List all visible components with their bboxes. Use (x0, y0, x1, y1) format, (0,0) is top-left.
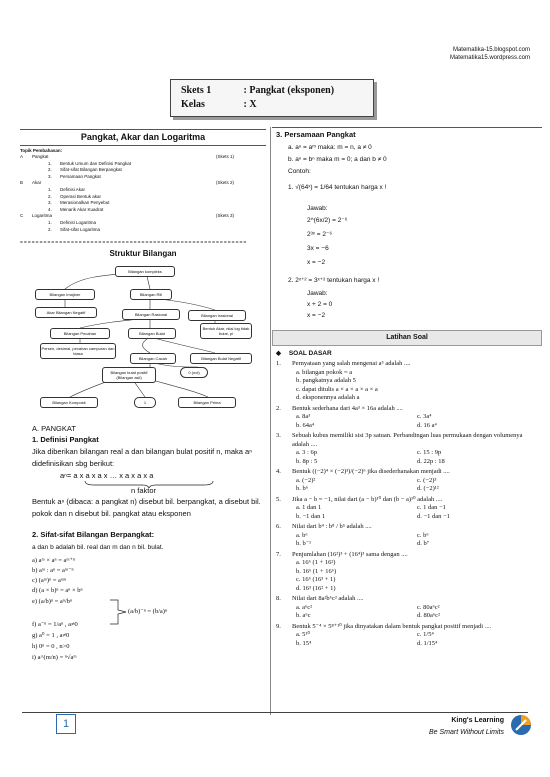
question-head (276, 496, 538, 505)
blog-url-2: Matematika15.wordpress.com (449, 55, 530, 61)
question-number: 2. (276, 404, 281, 412)
topik-row (20, 220, 266, 227)
sifat-item: i) a^(m/n) = ⁿ√aᵐ (32, 654, 77, 661)
sketsa-label: Skets 1 (181, 85, 212, 96)
example-2-steps (307, 300, 332, 322)
answer-option[interactable]: d. 22p : 18 (417, 457, 445, 465)
question-number: 8. (276, 595, 281, 602)
sifat-item: c) (aᵐ)ⁿ = aᵐⁿ (32, 577, 67, 584)
answer-option[interactable]: a. a⁶c² (296, 603, 313, 611)
topik-row (20, 167, 266, 174)
sifat-intro: a dan b adalah bil. real dan m dan n bil. bulat. (32, 544, 164, 551)
node-bulat: Bilangan Bulat (128, 328, 176, 339)
definisi-formula: aⁿ= a x a x a x … x a x a x a (60, 471, 154, 480)
topik-name: Sifat-sifat Bilangan Berpangkat (60, 167, 122, 173)
jawab-step: 3x = −6 (307, 245, 329, 252)
node-akar-negatif: Akar Bilangan Negatif (35, 307, 97, 318)
question-head (276, 523, 538, 532)
question-item (276, 523, 538, 549)
answer-option[interactable]: d. b⁷ (417, 540, 430, 547)
answer-option[interactable]: d. 16 a⁴ (417, 421, 437, 429)
sifat-item: h) 0ⁿ = 0 , n>0 (32, 643, 70, 650)
jawab-step: x = −2 (307, 312, 326, 319)
topik-name: Logaritma (32, 213, 53, 219)
topik-row (20, 161, 266, 168)
question-number: 4. (276, 468, 281, 475)
question-options (276, 369, 538, 403)
question-head (276, 468, 538, 477)
answer-option[interactable]: d. 1/15⁴ (417, 639, 438, 647)
question-options (276, 449, 538, 466)
answer-option[interactable]: c. 80a⁶c² (417, 603, 440, 611)
question-head (276, 623, 538, 632)
question-number: 5. (276, 495, 281, 503)
sifat-heading: 2. Sifat-sifat Bilangan Berpangkat: (32, 530, 155, 539)
topik-row (20, 200, 266, 207)
sifat-item: d) (a × b)ⁿ = aⁿ × bⁿ (32, 587, 83, 594)
node-asli: Bilangan bulat positif (Bilangan asli) (102, 367, 156, 383)
node-pecahan: Bilangan Pecahan (50, 328, 110, 339)
answer-option[interactable]: d. eksponennya adalah a (296, 394, 360, 401)
answer-option[interactable]: d. 16³ (16² + 1) (296, 584, 336, 592)
topik-row (20, 154, 266, 161)
question-item (276, 360, 538, 403)
contoh-label: Contoh: (288, 168, 311, 175)
question-options (276, 413, 538, 430)
answer-option[interactable]: b. 64a⁴ (296, 421, 315, 429)
answer-option[interactable]: c. 1/5⁴ (417, 631, 434, 638)
soal-dasar-label: SOAL DASAR (288, 350, 332, 357)
rule-right-top (272, 127, 542, 128)
definisi-text: Jika diberikan bilangan real a dan bilangan bulat positif n, maka aⁿ didefinisikan sbg berikut: (32, 447, 252, 468)
topik-num: 2. (48, 226, 52, 232)
topik-row (20, 187, 266, 194)
question-item (276, 405, 538, 431)
page-number: 1 (56, 714, 76, 734)
question-options (276, 559, 538, 593)
definisi-heading: 1. Definisi Pangkat (32, 435, 99, 444)
answer-option[interactable]: a. b⁶ (296, 531, 308, 539)
left-title: Pangkat, Akar dan Logaritma (80, 132, 206, 142)
sifat-item: b) aᵐ : aⁿ = aᵐ⁻ⁿ (32, 567, 74, 574)
topik-letter: C (20, 213, 24, 219)
footer-tagline: Be Smart Without Limits (428, 729, 504, 736)
topik-name: Persamaan Pangkat (60, 173, 101, 179)
section-a-heading: A. PANGKAT (32, 424, 76, 433)
dashed-separator: ========================================================== (20, 240, 248, 246)
node-riil: Bilangan Riil (130, 289, 172, 300)
struktur-title: Struktur Bilangan (109, 249, 177, 258)
topik-row (20, 194, 266, 201)
persamaan-heading: 3. Persamaan Pangkat (276, 130, 356, 139)
node-cacah: Bilangan Cacah (130, 353, 176, 364)
topik-letter: B (20, 180, 24, 186)
answer-option[interactable]: a. 5¹⁰ (296, 631, 310, 638)
node-nol: 0 (nol) (180, 367, 208, 378)
sifat-item: a) aᵐ × aⁿ = aᵐ⁺ⁿ (32, 557, 76, 564)
answer-option[interactable]: b. pangkatnya adalah 5 (296, 377, 356, 384)
topik-name: Operasi Bentuk akar (60, 193, 102, 199)
question-text: Bentuk ((−2)⁴ × (−2)³)/(−2)⁶ jika disederhanakan menjadi .... (292, 468, 450, 475)
topik-row (20, 174, 266, 181)
answer-option[interactable]: b. b⁶ (296, 485, 309, 492)
answer-option[interactable]: a. 1 dan 1 (296, 504, 322, 511)
node-rasional: Bilangan Rasional (122, 309, 180, 320)
topik-num: 3. (48, 173, 52, 179)
sifat-item: f) a⁻ⁿ = 1/aⁿ , a≠0 (32, 621, 78, 628)
topik-skets: (Skets 1) (216, 154, 235, 159)
bullet-diamond-icon: ◆ (276, 350, 281, 357)
node-komposit: Bilangan Komposit (40, 397, 98, 408)
question-options (276, 604, 538, 621)
topik-row (20, 180, 266, 187)
sifat-e-extra: (a/b)⁻ⁿ = (b/a)ⁿ (128, 608, 167, 615)
question-head (276, 405, 538, 414)
answer-option[interactable]: c. dapat ditulis a × a × a × a × a (296, 385, 378, 393)
answer-option[interactable]: a. 3 : 6p (296, 449, 317, 456)
footer-line (22, 712, 528, 713)
kelas-label: Kelas (181, 99, 205, 110)
answer-option[interactable]: d. −1 dan −1 (417, 512, 450, 520)
rule-top (20, 129, 266, 130)
topik-row (20, 213, 266, 220)
answer-option[interactable]: c. 15 : 9p (417, 449, 442, 456)
topik-row (20, 207, 266, 214)
question-number: 9. (276, 622, 281, 630)
answer-option[interactable]: a. 8a³ (296, 413, 311, 420)
title-box (170, 79, 374, 117)
answer-option[interactable]: b. 15⁴ (296, 639, 312, 647)
question-text: Penjumlahan (16²)³ + (16⁴)³ sama dengan .... (292, 550, 408, 558)
topik-num: 1. (48, 219, 52, 225)
latihan-soal-banner: Latihan Soal (272, 330, 542, 346)
topik-row (20, 227, 266, 234)
question-item (276, 551, 538, 594)
blog-url-1: Matematika-15.blogspot.com (452, 47, 530, 53)
topik-skets: (Skets 3) (216, 213, 235, 219)
question-text: Pernyataan yang salah mengenai a⁵ adalah .... (292, 360, 411, 367)
answer-option[interactable]: a. (−2)² (296, 476, 316, 484)
answer-option[interactable]: c. (−2)³ (417, 476, 437, 484)
jawab-step: 2^(6x/2) = 2⁻⁶ (307, 217, 348, 224)
question-item (276, 432, 538, 466)
jawab-step: x = −2 (307, 259, 326, 266)
node-irasional: Bilangan Irasional (188, 310, 246, 321)
topik-letter: A (20, 154, 24, 159)
topik-name: Sifat-sifat Logaritma (60, 226, 101, 232)
question-text: Jika a − b = −1, nilai dari (a − b)¹⁰ dan (b − a)¹⁰ adalah .... (292, 495, 443, 503)
question-text: Bentuk sederhana dari 4a³ × 16a adalah .... (292, 404, 403, 412)
question-item (276, 468, 538, 494)
question-head (276, 595, 538, 604)
question-text: Bentuk 5⁻⁴ × 5⁸⁺¹⁰ jika dinyatakan dalam bentuk pangkat positif menjadi .... (292, 622, 492, 630)
node-bulat-negatif: Bilangan Bulat Negatif (190, 353, 252, 364)
question-number: 1. (276, 360, 281, 367)
rule-under-title (20, 145, 266, 146)
topik-num: 2. (48, 193, 52, 199)
answer-option[interactable]: b. b⁻¹ (296, 540, 312, 547)
sifat-item: g) a⁰ = 1 , a≠0 (32, 632, 70, 639)
topik-name: Definisi Logaritma (60, 219, 97, 225)
question-list (276, 360, 538, 710)
answer-option[interactable]: b. a⁶c (296, 612, 311, 619)
example-1-jawab: Jawab: (307, 205, 328, 212)
topik-name: Pangkat (32, 154, 49, 159)
topik-skets: (Skets 2) (216, 180, 235, 186)
node-imajiner: Bilangan Imajiner (35, 289, 95, 300)
node-prima: Bilangan Prima (178, 397, 236, 408)
question-item (276, 595, 538, 621)
question-text: Nilai dari 8a²b⁶c² adalah .... (292, 595, 364, 602)
question-options (276, 532, 538, 549)
sketsa-value: : Pangkat (eksponen) (243, 85, 335, 96)
topik-name: Menarik Akar Kuadrat (60, 206, 104, 212)
definisi-faktor: n faktor (131, 486, 157, 495)
definisi-text2: Bentuk aⁿ (dibaca: a pangkat n) disebut bil. berpangkat, a disebut bil. pokok dan n disebut bil. pangkat atau eksponen (32, 497, 261, 518)
question-options (276, 504, 538, 521)
answer-option[interactable]: c. b⁶ (417, 531, 429, 539)
question-head (276, 551, 538, 560)
answer-option[interactable]: a. bilangan pokok = a (296, 368, 353, 376)
example-1-question: 1. √(64ˣ) = 1/64 tentukan harga x ! (288, 184, 387, 191)
footer-brand: King's Learning (451, 717, 504, 724)
topik-num: 1. (48, 160, 52, 166)
question-number: 6. (276, 523, 281, 530)
answer-option[interactable]: c. 16⁶ (16³ + 1) (296, 576, 336, 583)
topik-name: Definisi Akar (60, 186, 86, 192)
node-pecahan-note: Persen, desimal, pecahan campuran dan biasa (40, 343, 116, 359)
topik-num: 4. (48, 206, 52, 212)
topik-heading: Topik Pembahasan: (20, 148, 63, 153)
node-irasional-note: Bentuk Akar, nilai log tidak bulat, pi (200, 323, 252, 339)
rule-a: a. aⁿ = aᵐ maka: m = n, a ≠ 0 (288, 144, 372, 151)
answer-option[interactable]: b. −1 dan 1 (296, 512, 326, 520)
example-2-question: 2. 2ˣ⁺² = 3ˣ⁺² tentukan harga x ! (288, 277, 380, 284)
question-item (276, 623, 538, 649)
rule-b: b. aⁿ = bⁿ maka m = 0; a dan b ≠ 0 (288, 156, 387, 163)
topik-name: Bentuk Umum dan Definisi Pangkat (60, 160, 132, 166)
blog-urls (450, 46, 530, 62)
answer-option[interactable]: b. 16⁶ (1 + 16⁶) (296, 567, 337, 575)
answer-option[interactable]: c. 1 dan −1 (417, 504, 446, 511)
example-2-jawab: Jawab: (307, 290, 328, 297)
question-item (276, 496, 538, 522)
node-satu: 1 (134, 397, 156, 408)
kings-learning-logo-icon (510, 714, 532, 736)
example-1-steps (307, 216, 347, 272)
answer-option[interactable]: c. 3a⁴ (417, 413, 432, 420)
topik-name: Merasionalkan Penyebut (60, 200, 110, 206)
question-number: 3. (276, 432, 281, 439)
question-options (276, 631, 538, 648)
answer-option[interactable]: b. 8p : 5 (296, 457, 318, 465)
question-options (276, 477, 538, 494)
topik-num: 2. (48, 167, 52, 173)
node-kompleks: Bilangan kompleks (115, 266, 175, 277)
sifat-item: e) (a/b)ⁿ = aⁿ/bⁿ (32, 598, 72, 605)
kelas-value: : X (243, 99, 257, 110)
topik-name: Akar (32, 180, 42, 186)
jawab-step: 2³ˣ = 2⁻⁶ (307, 231, 333, 238)
question-head (276, 432, 538, 449)
jawab-step: x + 2 = 0 (307, 301, 333, 308)
column-divider (270, 127, 271, 715)
question-head (276, 360, 538, 369)
question-text: Sebuah kubus memiliki sisi 3p satuan. Perbandingan luas permukaan dengan volumenya adalah .... (292, 432, 523, 448)
topik-num: 3. (48, 200, 52, 206)
answer-option[interactable]: d. (−2)¹² (417, 485, 439, 492)
topik-num: 1. (48, 186, 52, 192)
topik-list (20, 148, 266, 233)
struktur-diagram (30, 263, 262, 413)
question-number: 7. (276, 550, 281, 558)
question-text: Nilai dari b⁴ : b⁸ / b⁵ adalah .... (292, 523, 372, 530)
answer-option[interactable]: a. 16⁶ (1 + 16²) (296, 559, 336, 566)
answer-option[interactable]: d. 80a⁶c² (417, 612, 440, 619)
sifat-e-brace (108, 598, 128, 626)
soal-dasar-heading (276, 349, 332, 358)
